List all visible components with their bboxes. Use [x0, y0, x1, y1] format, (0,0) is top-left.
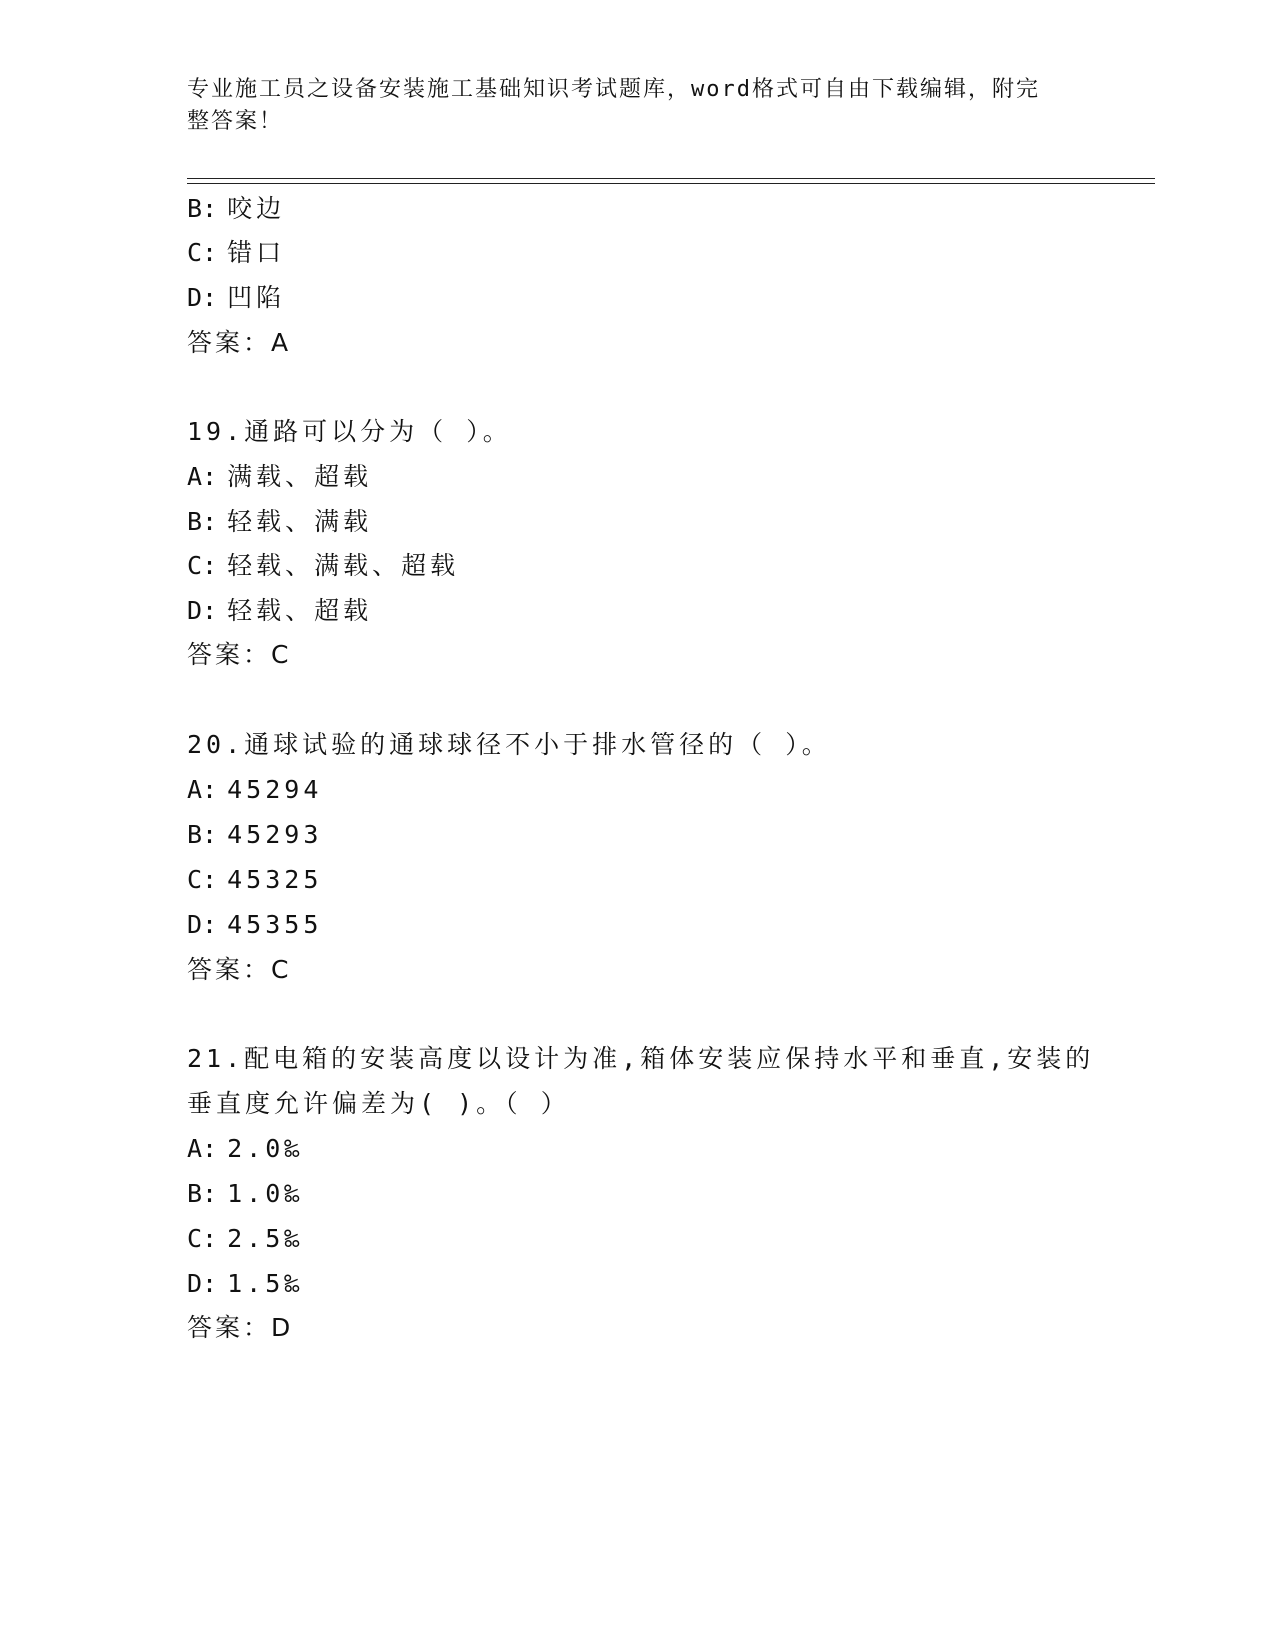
option-key: B:	[187, 194, 218, 223]
q21-answer: 答案：D	[187, 1313, 294, 1342]
option-key: D:	[187, 596, 218, 625]
option-key: B:	[187, 820, 218, 849]
q20-option-c	[187, 864, 322, 896]
option-text: 2.5‰	[227, 1224, 304, 1253]
option-key: A:	[187, 1134, 218, 1163]
q18-option-d	[187, 282, 285, 314]
q21-question-line-2: 垂直度允许偏差为( )。（ ）	[187, 1089, 570, 1118]
option-text: 45325	[227, 865, 323, 894]
q19-option-c	[187, 550, 459, 582]
q21-question-line-1: 21.配电箱的安装高度以设计为准,箱体安装应保持水平和垂直,安装的	[187, 1044, 1095, 1073]
option-text: 轻载、超载	[227, 596, 373, 625]
option-text: 满载、超载	[227, 462, 373, 491]
q18-answer: 答案：A	[187, 328, 292, 357]
q19-answer: 答案：C	[187, 640, 292, 669]
option-key: A:	[187, 775, 218, 804]
option-text: 45294	[227, 775, 323, 804]
option-key: B:	[187, 1179, 218, 1208]
q18-option-b	[187, 193, 285, 225]
q20-option-b	[187, 819, 322, 851]
option-key: C:	[187, 865, 218, 894]
q19-question: 19.通路可以分为（ ）。	[187, 417, 512, 446]
header-line-1: 专业施工员之设备安装施工基础知识考试题库，word格式可自由下载编辑，附完	[187, 77, 1040, 102]
q20-option-d	[187, 909, 322, 941]
option-text: 轻载、满载、超载	[227, 551, 460, 580]
option-text: 错口	[227, 238, 286, 267]
option-key: C:	[187, 1224, 218, 1253]
option-text: 45355	[227, 910, 323, 939]
header-line-2: 整答案！	[187, 109, 284, 134]
header-divider-bottom	[187, 183, 1155, 184]
option-text: 凹陷	[227, 283, 286, 312]
option-text: 1.0‰	[227, 1179, 304, 1208]
option-key: C:	[187, 551, 218, 580]
q18-option-c	[187, 237, 285, 269]
option-text: 1.5‰	[227, 1269, 304, 1298]
q21-option-c	[187, 1223, 303, 1255]
q20-answer: 答案：C	[187, 955, 292, 984]
q21-option-d	[187, 1268, 303, 1300]
option-key: D:	[187, 1269, 218, 1298]
q21-option-b	[187, 1178, 303, 1210]
option-text: 45293	[227, 820, 323, 849]
option-key: D:	[187, 283, 218, 312]
q19-option-a	[187, 461, 372, 493]
header-divider-top	[187, 178, 1155, 179]
option-text: 咬边	[227, 194, 286, 223]
option-text: 轻载、满载	[227, 507, 373, 536]
document-header	[187, 74, 1067, 138]
option-key: C:	[187, 238, 218, 267]
q20-option-a	[187, 774, 322, 806]
option-key: A:	[187, 462, 218, 491]
q19-option-b	[187, 506, 372, 538]
q20-question: 20.通球试验的通球球径不小于排水管径的（ ）。	[187, 730, 831, 759]
q21-option-a	[187, 1133, 303, 1165]
q19-option-d	[187, 595, 372, 627]
option-key: B:	[187, 507, 218, 536]
option-text: 2.0‰	[227, 1134, 304, 1163]
option-key: D:	[187, 910, 218, 939]
